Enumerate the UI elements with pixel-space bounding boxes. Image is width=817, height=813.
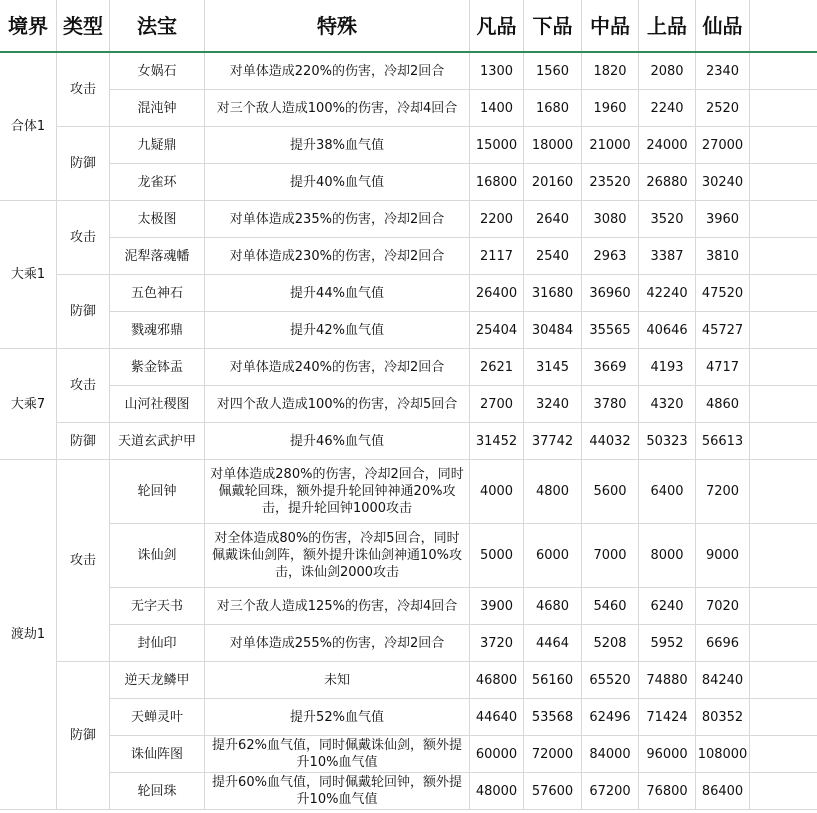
empty-cell[interactable] [750,275,817,312]
special-effect-cell[interactable]: 提升60%血气值，同时佩戴轮回钟，额外提升10%血气值 [205,773,470,810]
grade-value-cell[interactable]: 45727 [696,312,750,349]
special-effect-cell[interactable]: 对单体造成255%的伤害，冷却2回合 [205,625,470,662]
grade-value-cell[interactable]: 46800 [470,662,524,699]
item-name-cell[interactable]: 太极图 [110,201,205,238]
grade-value-cell[interactable]: 74880 [639,662,696,699]
grade-value-cell[interactable]: 76800 [639,773,696,810]
column-header-8[interactable]: 仙品 [696,0,750,52]
grade-value-cell[interactable]: 4464 [524,625,582,662]
grade-value-cell[interactable]: 30484 [524,312,582,349]
grade-value-cell[interactable]: 71424 [639,699,696,736]
grade-value-cell[interactable]: 2963 [582,238,639,275]
empty-cell[interactable] [750,90,817,127]
grade-value-cell[interactable]: 4860 [696,386,750,423]
grade-value-cell[interactable]: 6000 [524,524,582,588]
special-effect-cell[interactable]: 提升42%血气值 [205,312,470,349]
grade-value-cell[interactable]: 5600 [582,460,639,524]
grade-value-cell[interactable]: 6240 [639,588,696,625]
special-effect-cell[interactable]: 提升44%血气值 [205,275,470,312]
grade-value-cell[interactable]: 56160 [524,662,582,699]
grade-value-cell[interactable]: 84000 [582,736,639,773]
grade-value-cell[interactable]: 3960 [696,201,750,238]
item-name-cell[interactable]: 天蝉灵叶 [110,699,205,736]
empty-cell[interactable] [750,460,817,524]
empty-cell[interactable] [750,349,817,386]
grade-value-cell[interactable]: 18000 [524,127,582,164]
item-name-cell[interactable]: 无字天书 [110,588,205,625]
special-effect-cell[interactable]: 对单体造成220%的伤害，冷却2回合 [205,53,470,90]
grade-value-cell[interactable]: 3780 [582,386,639,423]
column-header-3[interactable]: 特殊 [205,0,470,52]
grade-value-cell[interactable]: 23520 [582,164,639,201]
item-name-cell[interactable]: 九疑鼎 [110,127,205,164]
grade-value-cell[interactable]: 20160 [524,164,582,201]
type-cell[interactable]: 攻击 [57,201,110,275]
grade-value-cell[interactable]: 7020 [696,588,750,625]
column-header-empty[interactable] [750,0,817,52]
type-cell[interactable]: 防御 [57,275,110,349]
type-cell[interactable]: 攻击 [57,53,110,127]
grade-value-cell[interactable]: 44640 [470,699,524,736]
grade-value-cell[interactable]: 35565 [582,312,639,349]
empty-cell[interactable] [750,423,817,460]
grade-value-cell[interactable]: 3145 [524,349,582,386]
grade-value-cell[interactable]: 2200 [470,201,524,238]
special-effect-cell[interactable]: 对单体造成235%的伤害，冷却2回合 [205,201,470,238]
grade-value-cell[interactable]: 7000 [582,524,639,588]
column-header-4[interactable]: 凡品 [470,0,524,52]
special-effect-cell[interactable]: 对单体造成240%的伤害，冷却2回合 [205,349,470,386]
grade-value-cell[interactable]: 3080 [582,201,639,238]
type-cell[interactable]: 攻击 [57,349,110,423]
special-effect-cell[interactable]: 提升38%血气值 [205,127,470,164]
empty-cell[interactable] [750,127,817,164]
grade-value-cell[interactable]: 31452 [470,423,524,460]
item-name-cell[interactable]: 女娲石 [110,53,205,90]
grade-value-cell[interactable]: 62496 [582,699,639,736]
grade-value-cell[interactable]: 2621 [470,349,524,386]
item-name-cell[interactable]: 山河社稷图 [110,386,205,423]
grade-value-cell[interactable]: 2700 [470,386,524,423]
empty-cell[interactable] [750,588,817,625]
empty-cell[interactable] [750,524,817,588]
special-effect-cell[interactable]: 对三个敌人造成100%的伤害，冷却4回合 [205,90,470,127]
grade-value-cell[interactable]: 1300 [470,53,524,90]
grade-value-cell[interactable]: 6696 [696,625,750,662]
item-name-cell[interactable]: 龙雀环 [110,164,205,201]
item-name-cell[interactable]: 紫金钵盂 [110,349,205,386]
empty-cell[interactable] [750,386,817,423]
type-cell[interactable]: 防御 [57,662,110,810]
special-effect-cell[interactable]: 对单体造成280%的伤害，冷却2回合，同时佩戴轮回珠，额外提升轮回钟神通20%攻击，提升轮回钟1000攻击 [205,460,470,524]
grade-value-cell[interactable]: 5460 [582,588,639,625]
grade-value-cell[interactable]: 6400 [639,460,696,524]
column-header-2[interactable]: 法宝 [110,0,205,52]
grade-value-cell[interactable]: 3240 [524,386,582,423]
grade-value-cell[interactable]: 86400 [696,773,750,810]
grade-value-cell[interactable]: 48000 [470,773,524,810]
column-header-7[interactable]: 上品 [639,0,696,52]
grade-value-cell[interactable]: 7200 [696,460,750,524]
grade-value-cell[interactable]: 50323 [639,423,696,460]
special-effect-cell[interactable]: 对三个敌人造成125%的伤害，冷却4回合 [205,588,470,625]
grade-value-cell[interactable]: 4193 [639,349,696,386]
special-effect-cell[interactable]: 对全体造成80%的伤害，冷却5回合，同时佩戴诛仙剑阵，额外提升诛仙剑神通10%攻击，诛仙剑2000攻击 [205,524,470,588]
special-effect-cell[interactable]: 提升62%血气值，同时佩戴诛仙剑，额外提升10%血气值 [205,736,470,773]
column-header-6[interactable]: 中品 [582,0,639,52]
grade-value-cell[interactable]: 3810 [696,238,750,275]
grade-value-cell[interactable]: 72000 [524,736,582,773]
grade-value-cell[interactable]: 4000 [470,460,524,524]
special-effect-cell[interactable]: 对单体造成230%的伤害，冷却2回合 [205,238,470,275]
empty-cell[interactable] [750,662,817,699]
special-effect-cell[interactable]: 提升52%血气值 [205,699,470,736]
grade-value-cell[interactable]: 21000 [582,127,639,164]
grade-value-cell[interactable]: 2520 [696,90,750,127]
grade-value-cell[interactable]: 5000 [470,524,524,588]
column-header-5[interactable]: 下品 [524,0,582,52]
empty-cell[interactable] [750,201,817,238]
type-cell[interactable]: 防御 [57,127,110,201]
grade-value-cell[interactable]: 1560 [524,53,582,90]
grade-value-cell[interactable]: 3520 [639,201,696,238]
item-name-cell[interactable]: 诛仙剑 [110,524,205,588]
grade-value-cell[interactable]: 9000 [696,524,750,588]
item-name-cell[interactable]: 轮回钟 [110,460,205,524]
realm-cell[interactable]: 大乘1 [0,201,57,349]
empty-cell[interactable] [750,238,817,275]
grade-value-cell[interactable]: 4717 [696,349,750,386]
grade-value-cell[interactable]: 1680 [524,90,582,127]
empty-cell[interactable] [750,164,817,201]
grade-value-cell[interactable]: 56613 [696,423,750,460]
special-effect-cell[interactable]: 未知 [205,662,470,699]
grade-value-cell[interactable]: 4320 [639,386,696,423]
grade-value-cell[interactable]: 42240 [639,275,696,312]
special-effect-cell[interactable]: 对四个敌人造成100%的伤害，冷却5回合 [205,386,470,423]
grade-value-cell[interactable]: 1820 [582,53,639,90]
empty-cell[interactable] [750,773,817,810]
grade-value-cell[interactable]: 2080 [639,53,696,90]
grade-value-cell[interactable]: 36960 [582,275,639,312]
grade-value-cell[interactable]: 60000 [470,736,524,773]
item-name-cell[interactable]: 泥犁落魂幡 [110,238,205,275]
grade-value-cell[interactable]: 40646 [639,312,696,349]
grade-value-cell[interactable]: 108000 [696,736,750,773]
grade-value-cell[interactable]: 65520 [582,662,639,699]
realm-cell[interactable]: 渡劫1 [0,460,57,810]
grade-value-cell[interactable]: 3669 [582,349,639,386]
grade-value-cell[interactable]: 16800 [470,164,524,201]
grade-value-cell[interactable]: 2640 [524,201,582,238]
special-effect-cell[interactable]: 提升40%血气值 [205,164,470,201]
empty-cell[interactable] [750,736,817,773]
grade-value-cell[interactable]: 53568 [524,699,582,736]
grade-value-cell[interactable]: 3387 [639,238,696,275]
grade-value-cell[interactable]: 2117 [470,238,524,275]
grade-value-cell[interactable]: 84240 [696,662,750,699]
empty-cell[interactable] [750,625,817,662]
column-header-0[interactable]: 境界 [0,0,57,52]
grade-value-cell[interactable]: 31680 [524,275,582,312]
grade-value-cell[interactable]: 2240 [639,90,696,127]
grade-value-cell[interactable]: 2540 [524,238,582,275]
grade-value-cell[interactable]: 47520 [696,275,750,312]
item-name-cell[interactable]: 混沌钟 [110,90,205,127]
grade-value-cell[interactable]: 44032 [582,423,639,460]
item-name-cell[interactable]: 封仙印 [110,625,205,662]
type-cell[interactable]: 防御 [57,423,110,460]
empty-cell[interactable] [750,312,817,349]
realm-cell[interactable]: 大乘7 [0,349,57,460]
grade-value-cell[interactable]: 3720 [470,625,524,662]
item-name-cell[interactable]: 诛仙阵图 [110,736,205,773]
grade-value-cell[interactable]: 96000 [639,736,696,773]
grade-value-cell[interactable]: 37742 [524,423,582,460]
grade-value-cell[interactable]: 26400 [470,275,524,312]
grade-value-cell[interactable]: 4800 [524,460,582,524]
grade-value-cell[interactable]: 27000 [696,127,750,164]
special-effect-cell[interactable]: 提升46%血气值 [205,423,470,460]
grade-value-cell[interactable]: 2340 [696,53,750,90]
empty-cell[interactable] [750,53,817,90]
item-name-cell[interactable]: 五色神石 [110,275,205,312]
grade-value-cell[interactable]: 1400 [470,90,524,127]
realm-cell[interactable]: 合体1 [0,53,57,201]
grade-value-cell[interactable]: 24000 [639,127,696,164]
grade-value-cell[interactable]: 1960 [582,90,639,127]
column-header-1[interactable]: 类型 [57,0,110,52]
grade-value-cell[interactable]: 15000 [470,127,524,164]
grade-value-cell[interactable]: 67200 [582,773,639,810]
item-name-cell[interactable]: 轮回珠 [110,773,205,810]
grade-value-cell[interactable]: 57600 [524,773,582,810]
grade-value-cell[interactable]: 26880 [639,164,696,201]
grade-value-cell[interactable]: 25404 [470,312,524,349]
item-name-cell[interactable]: 逆天龙鳞甲 [110,662,205,699]
grade-value-cell[interactable]: 3900 [470,588,524,625]
grade-value-cell[interactable]: 80352 [696,699,750,736]
grade-value-cell[interactable]: 5952 [639,625,696,662]
item-name-cell[interactable]: 戮魂邪鼎 [110,312,205,349]
item-name-cell[interactable]: 天道玄武护甲 [110,423,205,460]
empty-cell[interactable] [750,699,817,736]
grade-value-cell[interactable]: 4680 [524,588,582,625]
grade-value-cell[interactable]: 5208 [582,625,639,662]
grade-value-cell[interactable]: 8000 [639,524,696,588]
grade-value-cell[interactable]: 30240 [696,164,750,201]
type-cell[interactable]: 攻击 [57,460,110,662]
